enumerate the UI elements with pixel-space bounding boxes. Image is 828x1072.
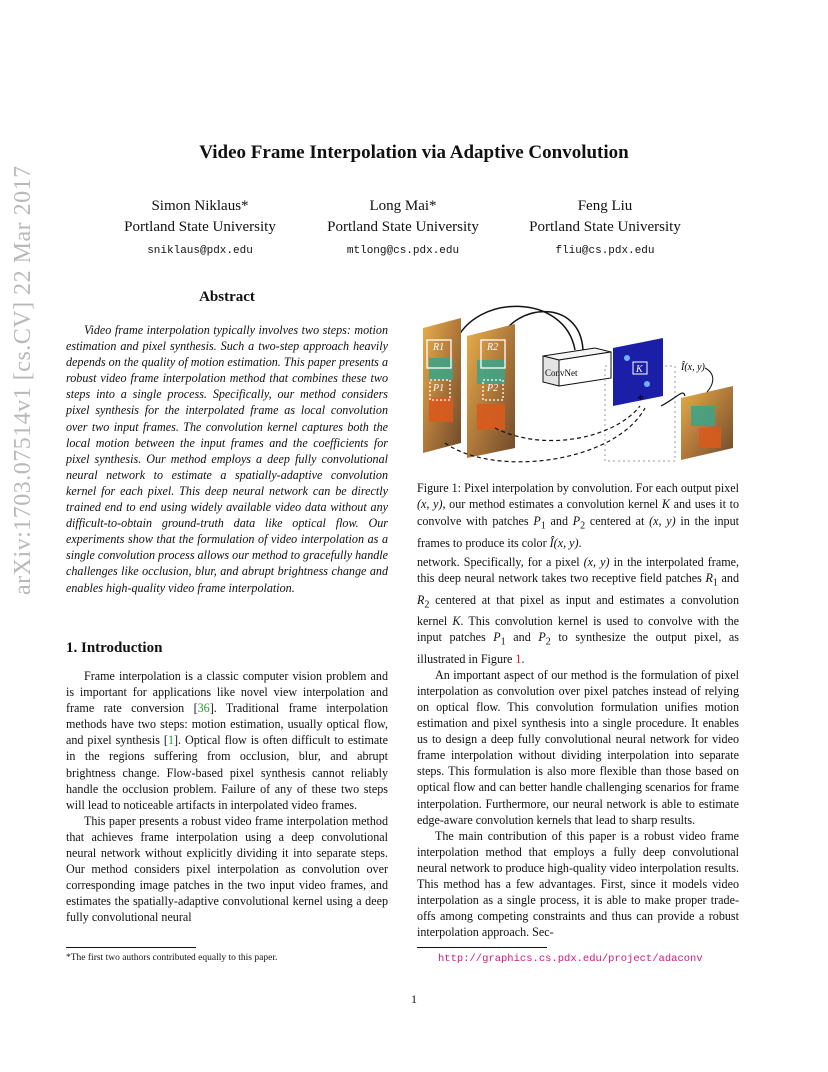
page-number: 1 <box>411 992 417 1006</box>
intro-paragraph-2: This paper presents a robust video frame interpolation method that achieves frame interpolation using a deep convolutional neural network without explicitly dividing it into separate steps. Our method considers pixel interpolation as convolution over corresponding image patches in the two input video frames, and estimates the spatially-adaptive convolutional kernel using a deep fully convolutional neural <box>66 813 388 925</box>
receptive-field-label: R1 <box>433 342 445 353</box>
author-3 <box>490 196 720 262</box>
output-frame <box>680 361 733 460</box>
author-affiliation: Portland State University <box>529 219 681 235</box>
convnet-box <box>543 348 611 386</box>
abstract-text: Video frame interpolation typically involves two steps: motion estimation and pixel synthesis. Such a two-step approach heavily depends on the quality of motion estimation. This paper presents a robust video frame interpolation method that combines these two steps into a single process. Specifically, our method considers pixel synthesis for the interpolated frame as local convolution over two input frames. The convolution kernel captures both the local motion between the input frames and the coefficients for pixel synthesis. Our method employs a deep fully convolutional neural network to estimate a spatially-adaptive convolution kernel for each pixel. This deep neural network can be directly trained end to end using widely available video data without any difficult-to-obtain ground-truth data like optical flow. Our experiments show that the formulation of video interpolation as a single convolution process allows our method to gracefully handle challenges like occlusion, blur, and abrupt brightness change and enables high-quality video frame interpolation. <box>66 323 389 595</box>
author-name: Simon Niklaus* <box>151 198 249 214</box>
figure-1 <box>415 288 745 473</box>
right-paragraph-2: An important aspect of our method is the formulation of pixel interpolation as convolution over pixel patches instead of relying on optical flow. This convolution formulation unifies motion estimation and pixel synthesis into a single procedure. It enables us to design a deep fully convolutional neural network for video frame interpolation without dividing interpolation into separate steps. This formulation is also more flexible than those based on optical flow and can better handle challenging scenarios for frame interpolation. Furthermore, our neural network is able to estimate edge-aware convolution kernels that lead to sharp results. <box>417 667 739 827</box>
footnote-rule <box>417 947 547 948</box>
input-frame-1 <box>423 318 461 453</box>
citation-link[interactable]: 36 <box>197 701 210 716</box>
receptive-field-label: R2 <box>487 342 499 353</box>
author-name: Feng Liu <box>577 198 633 214</box>
input-frame-2 <box>467 324 515 458</box>
abstract-heading: Abstract <box>199 289 255 305</box>
project-url-link[interactable]: http://graphics.cs.pdx.edu/project/adaconv <box>438 953 703 965</box>
arxiv-stamp: arXiv:1703.07514v1 [cs.CV] 22 Mar 2017 <box>10 165 36 595</box>
right-paragraph-3: The main contribution of this paper is a robust video frame interpolation method that employs a fully deep convolutional neural network to produce high-quality video interpolation results. This method has a few advantages. First, since it models video interpolation as a single process, it is able to make proper trade-offs among competing constraints and thus can provide a robust interpolation approach. Sec- <box>417 828 739 940</box>
left-column-body <box>66 668 388 926</box>
author-affiliation: Portland State University <box>327 219 479 235</box>
author-affiliation: Portland State University <box>124 219 276 235</box>
author-1 <box>85 196 315 262</box>
footnote-rule <box>66 947 196 948</box>
author-email[interactable]: sniklaus@pdx.edu <box>147 245 253 257</box>
intro-paragraph-1: Frame interpolation is a classic computer vision problem and is important for applications like novel view interpolation and frame rate conversion [36]. Traditional frame interpolation methods have two steps: motion estimation, usually optical flow, and pixel synthesis [1]. Optical flow is often difficult to estimate in the regions suffering from occlusion, blur, and abrupt brightness change. Flow-based pixel synthesis cannot reliably handle the occlusion problem. Failure of any of these two steps will lead to noticeable artifacts in interpolated video frames. <box>66 669 388 812</box>
citation-link[interactable]: 1 <box>167 733 174 748</box>
kernel-map <box>605 338 675 461</box>
paper-title: Video Frame Interpolation via Adaptive Convolution <box>199 142 629 163</box>
footnote-text: *The first two authors contributed equally to this paper. <box>66 953 278 963</box>
convolution-operator: * <box>637 393 644 408</box>
author-2 <box>288 196 518 262</box>
patch-label: P1 <box>433 383 445 394</box>
author-name: Long Mai* <box>369 198 437 214</box>
figure-caption: Figure 1: Pixel interpolation by convolution. For each output pixel (x, y), our method estimates a convolution kernel K and uses it to convolve with patches $P_1$ and $P_2$ centered at (x, y) in the input frames to produce its color Î(x, y). <box>417 481 739 550</box>
right-paragraph-1: network. Specifically, for a pixel (x, y) in the interpolated frame, this deep neural network takes two receptive field patches $R_1$ and $R_2$ centered at that pixel as input and estimates a convolution kernel K. This convolution kernel is used to convolve with the input patches $P_1$ and $P_2$ to synthesize the output pixel, as illustrated in Figure 1. <box>417 555 739 666</box>
convnet-label: ConvNet <box>545 368 578 378</box>
figure-reference-link[interactable]: 1 <box>515 651 522 666</box>
author-email[interactable]: mtlong@cs.pdx.edu <box>346 245 460 257</box>
author-email[interactable]: fliu@cs.pdx.edu <box>555 245 655 257</box>
kernel-label: K <box>636 364 643 375</box>
output-pixel-label: Î(x, y) <box>681 362 705 373</box>
right-column-body <box>417 554 739 940</box>
patch-label: P2 <box>487 383 499 394</box>
section-heading: 1. Introduction <box>66 640 163 656</box>
